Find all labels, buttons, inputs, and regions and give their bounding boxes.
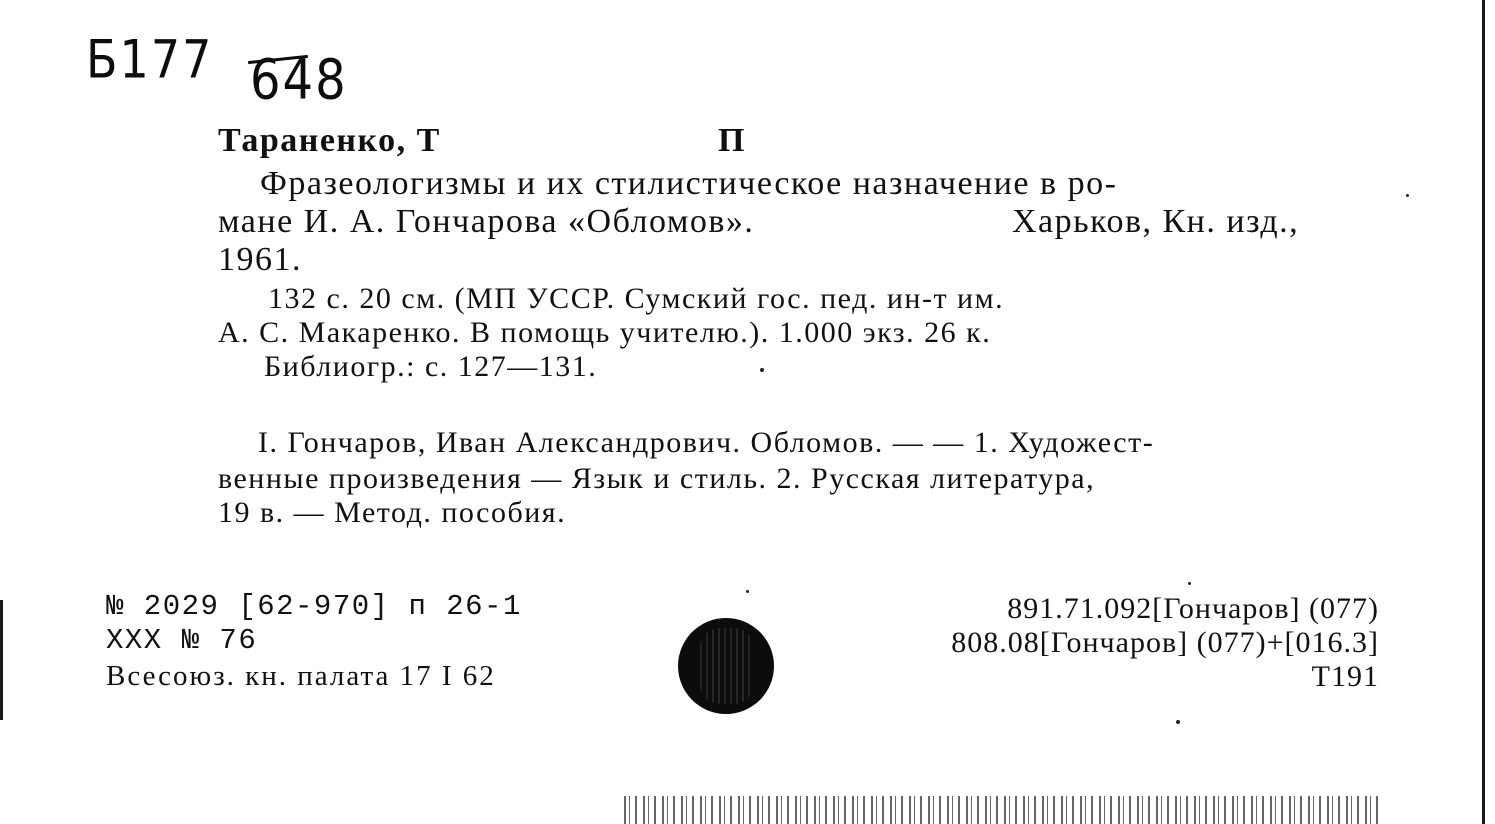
ink-speck	[760, 368, 764, 372]
author-mark: Т191	[1311, 660, 1379, 693]
title-line-2: мане И. А. Гончарова «Обломов».	[218, 203, 755, 240]
physical-description-1: 132 с. 20 см. (МП УССР. Сумский гос. пед. ин-т им.	[268, 282, 1005, 315]
author-heading: Тараненко, Т	[218, 122, 441, 159]
card-number: № 2029 [62-970] п 26-1	[106, 590, 522, 623]
title-line-1: Фразеологизмы и их стилистическое назначение в ро-	[260, 165, 1118, 202]
ink-speck	[1176, 720, 1180, 724]
udc-index-1: 891.71.092[Гончаров] (077)	[1007, 592, 1379, 625]
subject-line-3: 19 в. — Метод. пособия.	[218, 496, 567, 529]
bottom-edge-marks	[624, 796, 1384, 824]
udc-index-2: 808.08[Гончаров] (077)+[016.3]	[951, 626, 1379, 659]
chamber-imprint: Всесоюз. кн. палата 17 I 62	[106, 660, 496, 692]
card-right-edge	[1482, 0, 1485, 824]
ink-speck	[1188, 582, 1191, 585]
handwritten-shelf-code: Б177	[86, 27, 214, 91]
bibliography-note: Библиогр.: с. 127—131.	[264, 350, 598, 383]
subject-line-1: I. Гончаров, Иван Александрович. Обломов. — — 1. Художест-	[258, 426, 1155, 459]
physical-description-2: А. С. Макаренко. В помощь учителю.). 1.000 экз. 26 к.	[218, 316, 992, 349]
series-number: XXX № 76	[106, 624, 258, 657]
subject-line-2: венные произведения — Язык и стиль. 2. Русская литература,	[218, 462, 1096, 495]
handwritten-number: 648	[250, 47, 348, 113]
ink-speck	[1406, 194, 1409, 197]
ink-speck	[746, 590, 749, 593]
title-year: 1961.	[218, 241, 302, 278]
punch-hole-texture	[700, 628, 754, 704]
card-left-edge	[0, 600, 3, 720]
filing-letter: П	[718, 122, 746, 159]
publisher: Харьков, Кн. изд.,	[1012, 203, 1300, 240]
